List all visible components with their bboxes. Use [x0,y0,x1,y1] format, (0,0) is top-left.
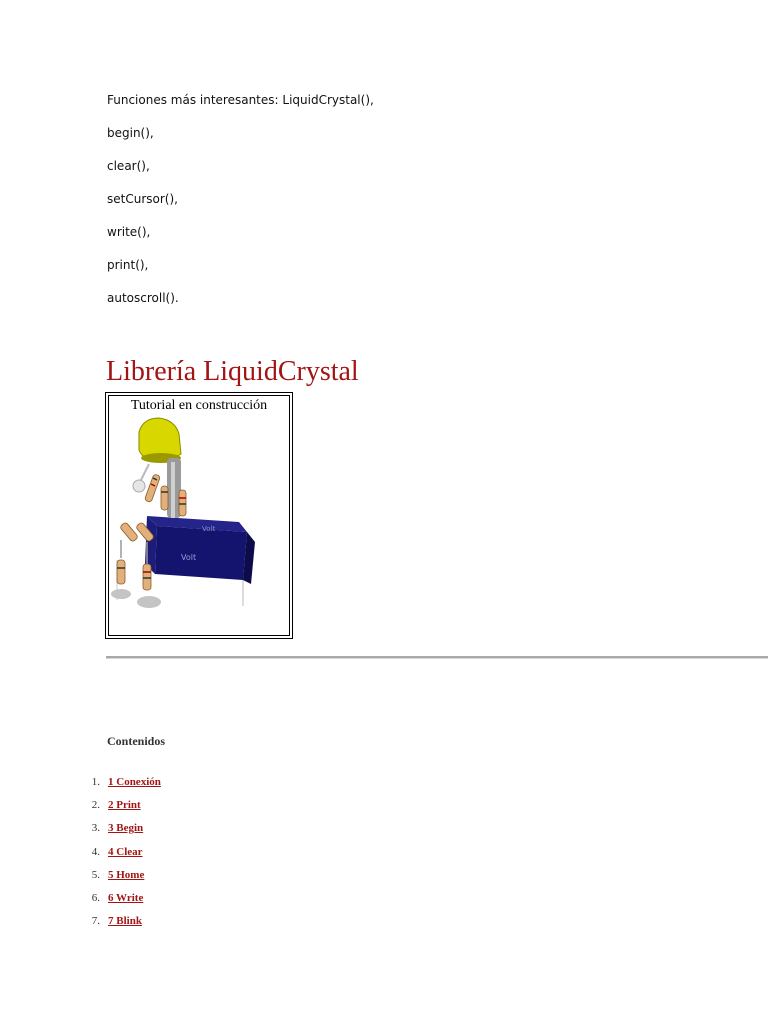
box-label: Volt [202,525,216,533]
construction-figure [105,392,293,639]
toc-item [80,886,161,909]
intro-line: begin(), [107,126,154,140]
robot-head [139,418,181,518]
toc-heading: Contenidos [107,734,166,748]
toc-item-number: 4. [91,845,100,858]
toc-list [80,770,161,933]
toc-link-home[interactable]: 5 Home [108,868,145,881]
section-title: Librería LiquidCrystal [106,356,359,387]
toc-link-clear[interactable]: 4 Clear [108,845,143,858]
toc-item-number: 7. [91,915,100,928]
section-divider [106,656,768,659]
toc-link-conexion[interactable]: 1 Conexión [108,775,161,788]
resistor-robot-illustration [109,414,291,634]
figure-caption: Tutorial en construcción [130,398,268,413]
toc-item-number: 6. [91,892,100,905]
toc-item-number: 1. [91,775,100,788]
box-label: Volt [181,553,197,562]
toc-item-number: 3. [91,822,100,835]
intro-line: write(), [107,225,151,239]
toc-item-number: 5. [91,868,100,881]
intro-line: setCursor(), [107,192,178,206]
intro-line: Funciones más interesantes: LiquidCrystal(), [107,93,374,107]
toc-item [80,910,161,933]
toc-link-begin[interactable]: 3 Begin [108,822,144,835]
toc-item [80,817,161,840]
intro-line: autoscroll(). [107,291,179,305]
intro-line: clear(), [107,159,150,173]
toc-link-write[interactable]: 6 Write [108,892,144,905]
toc-item [80,770,161,793]
toc-item [80,840,161,863]
toc-item-number: 2. [91,798,100,811]
toc-link-print[interactable]: 2 Print [108,798,141,811]
toc-item [80,793,161,816]
intro-line: print(), [107,258,149,272]
battery-box [145,516,255,584]
figure-frame [108,395,290,636]
toc-item [80,863,161,886]
toc-link-blink[interactable]: 7 Blink [108,915,142,928]
